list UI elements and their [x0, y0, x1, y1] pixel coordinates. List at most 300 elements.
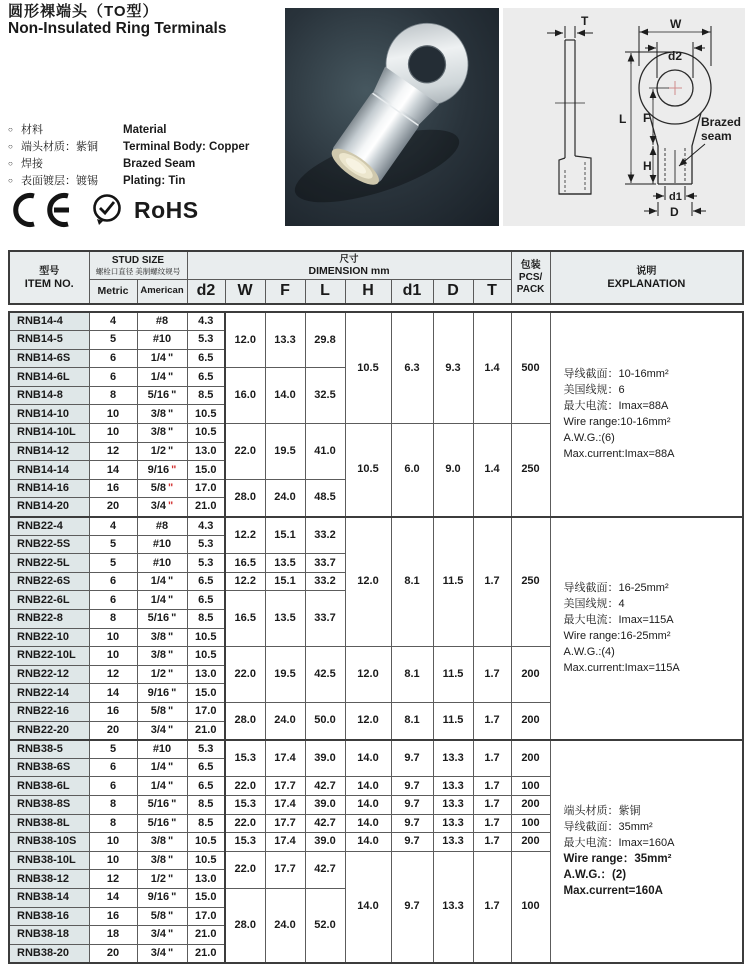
col-header-explanation: 说明 EXPLANATION — [550, 251, 743, 304]
item-no-cell: RNB22-4 — [9, 517, 89, 536]
item-no-cell: RNB38-18 — [9, 926, 89, 945]
spec-cell: 16.0 — [225, 368, 265, 424]
spec-cell: 10 — [89, 833, 137, 852]
item-no-cell: RNB22-6L — [9, 591, 89, 610]
spec-cell: 21.0 — [187, 498, 225, 517]
spec-cell: 100 — [511, 851, 550, 963]
spec-cell: 200 — [511, 833, 550, 852]
inch-mark: " — [168, 761, 174, 774]
spec-cell: 3/8 " — [137, 405, 187, 424]
spec-cell: 22.0 — [225, 424, 265, 480]
spec-cell: 14 — [89, 888, 137, 907]
inch-mark: " — [168, 444, 174, 457]
spec-cell: 6 — [89, 591, 137, 610]
explanation-line: Max.current=160A — [563, 885, 663, 898]
dim-label-l: L — [619, 112, 627, 126]
explanation-line: A.W.G.:(4) — [563, 646, 615, 659]
spec-cell: 11.5 — [433, 647, 473, 703]
spec-cell: 6.5 — [187, 777, 225, 796]
spec-cell: 8.5 — [187, 386, 225, 405]
explanation-line: 导线截面：16-25mm² — [563, 582, 669, 595]
item-no-cell: RNB14-10L — [9, 424, 89, 443]
bullet-icon: ○ — [8, 159, 13, 168]
spec-cell: 12.2 — [225, 517, 265, 554]
item-no-cell: RNB14-12 — [9, 442, 89, 461]
spec-cell: 16.5 — [225, 554, 265, 573]
spec-cell: 6 — [89, 777, 137, 796]
spec-cell: 250 — [511, 424, 550, 517]
spec-cell: 8.1 — [391, 517, 433, 647]
dimension-drawing — [503, 8, 745, 226]
spec-cell: 50.0 — [305, 702, 345, 739]
dim-label-t: T — [581, 14, 589, 28]
spec-cell: 1/4 " — [137, 777, 187, 796]
explanation-cell — [550, 517, 743, 740]
spec-cell: 13.0 — [187, 870, 225, 889]
material-cn: 焊接 — [21, 158, 43, 170]
spec-cell: 9.7 — [391, 777, 433, 796]
spec-cell: 9.7 — [391, 795, 433, 814]
item-no-cell: RNB22-5L — [9, 554, 89, 573]
spec-cell: 8 — [89, 814, 137, 833]
explanation-line: 导线截面：35mm² — [563, 821, 653, 834]
spec-cell: 5 — [89, 331, 137, 350]
spec-cell: 19.5 — [265, 424, 305, 480]
item-no-cell: RNB22-8 — [9, 610, 89, 629]
spec-cell: 17.0 — [187, 479, 225, 498]
explanation-line: A.W.G.：(2) — [563, 869, 627, 882]
inch-mark: " — [168, 593, 174, 606]
item-no-cell: RNB22-20 — [9, 721, 89, 740]
explanation-line: 最大电流：Imax=88A — [563, 400, 669, 413]
spec-cell: 500 — [511, 312, 550, 424]
spec-cell: 4 — [89, 517, 137, 536]
col-header-w: W — [225, 279, 265, 304]
explanation-cell — [550, 312, 743, 517]
spec-cell: 11.5 — [433, 702, 473, 739]
col-header-dimension: 尺寸 DIMENSION mm — [187, 251, 511, 279]
spec-cell: 14.0 — [265, 368, 305, 424]
spec-cell: 24.0 — [265, 479, 305, 516]
spec-cell: 3/8 " — [137, 851, 187, 870]
inch-mark: " — [171, 686, 177, 699]
spec-cell: 5/8 " — [137, 702, 187, 721]
spec-cell: 12.0 — [345, 517, 391, 647]
inch-mark: " — [168, 426, 174, 439]
spec-cell: 21.0 — [187, 944, 225, 963]
spec-cell: 6.0 — [391, 424, 433, 517]
spec-cell: 15.3 — [225, 740, 265, 777]
spec-cell: 4 — [89, 312, 137, 331]
spec-cell: 6.5 — [187, 591, 225, 610]
inch-mark: " — [168, 779, 174, 792]
spec-cell: 6 — [89, 758, 137, 777]
spec-cell: 42.5 — [305, 647, 345, 703]
spec-cell: 6.5 — [187, 758, 225, 777]
col-header-d2: d2 — [187, 279, 225, 304]
spec-cell: 200 — [511, 647, 550, 703]
spec-cell: 22.0 — [225, 777, 265, 796]
material-en: Plating: Tin — [123, 175, 186, 187]
spec-cell: 39.0 — [305, 740, 345, 777]
spec-cell: 5 — [89, 740, 137, 759]
inch-mark: " — [168, 946, 174, 959]
dim-label-d1: d1 — [669, 191, 682, 203]
page-title — [8, 3, 226, 37]
spec-table — [8, 311, 744, 964]
item-no-cell: RNB38-14 — [9, 888, 89, 907]
spec-cell: 22.0 — [225, 814, 265, 833]
material-en: Terminal Body: Copper — [123, 141, 250, 153]
item-no-cell: RNB38-12 — [9, 870, 89, 889]
bullet-icon: ○ — [8, 142, 13, 151]
explanation-line: 美国线规：4 — [563, 598, 625, 611]
material-row — [8, 121, 283, 138]
col-header-d: D — [433, 279, 473, 304]
inch-mark: " — [168, 668, 174, 681]
spec-cell: 9.7 — [391, 851, 433, 963]
material-cn: 端头材质：紫铜 — [21, 141, 98, 153]
spec-cell: 33.7 — [305, 554, 345, 573]
dim-label-h: H — [643, 159, 652, 173]
item-no-cell: RNB38-10L — [9, 851, 89, 870]
spec-cell: 100 — [511, 777, 550, 796]
spec-cell: 10.5 — [187, 851, 225, 870]
explanation-cell — [550, 740, 743, 963]
spec-cell: 17.0 — [187, 702, 225, 721]
item-no-cell: RNB38-20 — [9, 944, 89, 963]
spec-cell: #10 — [137, 554, 187, 573]
spec-cell: 3/4 " — [137, 926, 187, 945]
material-list — [8, 121, 283, 189]
spec-cell: 33.7 — [305, 591, 345, 647]
spec-cell: 13.5 — [265, 554, 305, 573]
spec-cell: 13.3 — [433, 851, 473, 963]
explanation-line: Wire range:10-16mm² — [563, 416, 671, 429]
item-no-cell: RNB14-5 — [9, 331, 89, 350]
spec-cell: 24.0 — [265, 888, 305, 962]
spec-cell: 14 — [89, 684, 137, 703]
spec-cell: 13.0 — [187, 442, 225, 461]
spec-cell: 28.0 — [225, 888, 265, 962]
material-en: Material — [123, 124, 167, 136]
spec-cell: 12.2 — [225, 572, 265, 591]
spec-cell: 3/8 " — [137, 647, 187, 666]
spec-cell: 5 — [89, 554, 137, 573]
table-row — [9, 740, 743, 759]
spec-cell: 28.0 — [225, 702, 265, 739]
spec-cell: 3/4 " — [137, 721, 187, 740]
page-title-cn: 圆形裸端头（TO型） — [8, 3, 159, 20]
product-photo — [285, 8, 499, 226]
spec-cell: 12.0 — [225, 312, 265, 368]
spec-cell: 33.2 — [305, 572, 345, 591]
spec-cell: 16 — [89, 907, 137, 926]
spec-cell: 8.1 — [391, 647, 433, 703]
item-no-cell: RNB22-16 — [9, 702, 89, 721]
spec-cell: 9.0 — [433, 424, 473, 517]
col-header-h: H — [345, 279, 391, 304]
spec-cell: 41.0 — [305, 424, 345, 480]
spec-table-header — [8, 250, 744, 305]
spec-cell: 39.0 — [305, 795, 345, 814]
spec-cell: 20 — [89, 944, 137, 963]
spec-cell: 1/4 " — [137, 572, 187, 591]
col-header-l: L — [305, 279, 345, 304]
col-header-american: American — [137, 279, 187, 304]
explanation-line: 最大电流：Imax=160A — [563, 837, 675, 850]
col-header-t: T — [473, 279, 511, 304]
item-no-cell: RNB38-6L — [9, 777, 89, 796]
spec-cell: 15.3 — [225, 833, 265, 852]
spec-cell: 48.5 — [305, 479, 345, 516]
item-no-cell: RNB38-6S — [9, 758, 89, 777]
spec-cell: 17.4 — [265, 740, 305, 777]
spec-cell: 200 — [511, 740, 550, 777]
inch-mark: " — [171, 463, 177, 476]
spec-cell: 10.5 — [345, 424, 391, 517]
spec-cell: 29.8 — [305, 312, 345, 368]
spec-cell: 10 — [89, 851, 137, 870]
spec-cell: 1.7 — [473, 740, 511, 777]
spec-cell: 8.5 — [187, 814, 225, 833]
spec-cell: 9/16 " — [137, 684, 187, 703]
spec-cell: 9.7 — [391, 740, 433, 777]
spec-cell: 13.3 — [433, 833, 473, 852]
rohs-label: RoHS — [134, 196, 199, 223]
spec-cell: 8 — [89, 386, 137, 405]
dim-label-d: D — [670, 205, 679, 219]
spec-cell: 1.7 — [473, 777, 511, 796]
spec-cell: 22.0 — [225, 851, 265, 888]
spec-cell: 13.3 — [433, 740, 473, 777]
item-no-cell: RNB14-10 — [9, 405, 89, 424]
inch-mark: " — [168, 705, 174, 718]
spec-cell: 1.4 — [473, 312, 511, 424]
explanation-line: 最大电流：Imax=115A — [563, 614, 674, 627]
inch-mark: " — [168, 500, 174, 513]
spec-cell: 8 — [89, 795, 137, 814]
spec-cell: #10 — [137, 331, 187, 350]
spec-cell: 1/4 " — [137, 758, 187, 777]
inch-mark: " — [168, 370, 174, 383]
spec-cell: 16.5 — [225, 591, 265, 647]
spec-cell: 12 — [89, 870, 137, 889]
item-no-cell: RNB38-8S — [9, 795, 89, 814]
spec-cell: 12 — [89, 665, 137, 684]
inch-mark: " — [171, 798, 177, 811]
spec-cell: 17.4 — [265, 795, 305, 814]
inch-mark: " — [168, 575, 174, 588]
spec-cell: 9/16 " — [137, 888, 187, 907]
cert-circle-icon — [89, 192, 125, 228]
spec-cell: 15.1 — [265, 517, 305, 554]
spec-cell: 1.7 — [473, 814, 511, 833]
spec-cell: 5.3 — [187, 740, 225, 759]
item-no-cell: RNB14-14 — [9, 461, 89, 480]
spec-cell: #8 — [137, 517, 187, 536]
col-header-metric: Metric — [89, 279, 137, 304]
spec-cell: 3/4 " — [137, 498, 187, 517]
inch-mark: " — [168, 835, 174, 848]
spec-cell: 13.5 — [265, 591, 305, 647]
spec-cell: 9.7 — [391, 833, 433, 852]
spec-cell: 3/8 " — [137, 628, 187, 647]
spec-cell: 4.3 — [187, 517, 225, 536]
spec-cell: 6.5 — [187, 349, 225, 368]
item-no-cell: RNB14-16 — [9, 479, 89, 498]
item-no-cell: RNB22-14 — [9, 684, 89, 703]
item-no-cell: RNB22-6S — [9, 572, 89, 591]
spec-cell: 13.3 — [433, 814, 473, 833]
spec-cell: 10.5 — [187, 628, 225, 647]
spec-cell: 1.4 — [473, 424, 511, 517]
spec-cell: 13.3 — [433, 795, 473, 814]
certification-marks — [8, 191, 199, 229]
item-no-cell: RNB22-12 — [9, 665, 89, 684]
inch-mark: " — [168, 723, 174, 736]
item-no-cell: RNB22-10 — [9, 628, 89, 647]
spec-cell: 5.3 — [187, 554, 225, 573]
item-no-cell: RNB38-16 — [9, 907, 89, 926]
material-row — [8, 155, 283, 172]
item-no-cell: RNB22-10L — [9, 647, 89, 666]
spec-cell: 5/16 " — [137, 386, 187, 405]
col-header-stud-size: STUD SIZE 螺栓口直径 美制螺纹规号 — [89, 251, 187, 279]
material-cn: 材料 — [21, 124, 43, 136]
spec-cell: 14 — [89, 461, 137, 480]
spec-cell: 18 — [89, 926, 137, 945]
inch-mark: " — [168, 649, 174, 662]
spec-cell: 28.0 — [225, 479, 265, 516]
spec-cell: 3/8 " — [137, 833, 187, 852]
page-title-en: Non-Insulated Ring Terminals — [8, 20, 227, 37]
spec-cell: 5/16 " — [137, 795, 187, 814]
explanation-line: 端头材质：紫铜 — [563, 805, 641, 818]
item-no-cell: RNB38-5 — [9, 740, 89, 759]
spec-cell: 1.7 — [473, 851, 511, 963]
spec-cell: 5/8 " — [137, 479, 187, 498]
explanation-line: 美国线规：6 — [563, 384, 625, 397]
spec-cell: 1.7 — [473, 795, 511, 814]
inch-mark: " — [168, 482, 174, 495]
spec-cell: 16 — [89, 479, 137, 498]
spec-cell: 8 — [89, 610, 137, 629]
spec-cell: 8.1 — [391, 702, 433, 739]
spec-cell: 200 — [511, 702, 550, 739]
spec-cell: 1/2 " — [137, 665, 187, 684]
spec-cell: 17.7 — [265, 851, 305, 888]
spec-cell: 17.4 — [265, 833, 305, 852]
spec-cell: 10 — [89, 628, 137, 647]
spec-cell: 39.0 — [305, 833, 345, 852]
spec-cell: 10.5 — [187, 405, 225, 424]
dim-label-d2: d2 — [668, 49, 683, 63]
spec-cell: 10 — [89, 424, 137, 443]
material-cn: 表面镀层：镀锡 — [21, 175, 98, 187]
inch-mark: " — [168, 351, 174, 364]
item-no-cell: RNB14-4 — [9, 312, 89, 331]
explanation-line: 导线截面：10-16mm² — [563, 368, 669, 381]
explanation-line: Wire range:16-25mm² — [563, 630, 671, 643]
spec-cell: 14.0 — [345, 851, 391, 963]
spec-cell: 8.5 — [187, 610, 225, 629]
spec-cell: 33.2 — [305, 517, 345, 554]
spec-cell: 16 — [89, 702, 137, 721]
spec-cell: 5/16 " — [137, 814, 187, 833]
spec-cell: 20 — [89, 498, 137, 517]
inch-mark: " — [168, 854, 174, 867]
spec-cell: 6.3 — [391, 312, 433, 424]
spec-cell: 14.0 — [345, 814, 391, 833]
spec-cell: 52.0 — [305, 888, 345, 962]
col-header-f: F — [265, 279, 305, 304]
spec-cell: 9/16 " — [137, 461, 187, 480]
spec-cell: 22.0 — [225, 647, 265, 703]
spec-cell: 11.5 — [433, 517, 473, 647]
item-no-cell: RNB38-10S — [9, 833, 89, 852]
spec-cell: 14.0 — [345, 795, 391, 814]
brazed-seam-label: seam — [701, 129, 732, 143]
spec-cell: 5.3 — [187, 331, 225, 350]
spec-cell: 14.0 — [345, 740, 391, 777]
explanation-line: Max.current:Imax=88A — [563, 448, 675, 461]
inch-mark: " — [171, 816, 177, 829]
spec-cell: 6 — [89, 349, 137, 368]
ce-mark-icon — [8, 192, 80, 228]
spec-cell: 250 — [511, 517, 550, 647]
spec-cell: 24.0 — [265, 702, 305, 739]
col-header-item: 型号 ITEM NO. — [9, 251, 89, 304]
explanation-line: Max.current:Imax=115A — [563, 662, 680, 675]
spec-cell: 17.7 — [265, 814, 305, 833]
spec-cell: 3/8 " — [137, 424, 187, 443]
spec-cell: #10 — [137, 740, 187, 759]
spec-cell: 10.5 — [187, 833, 225, 852]
inch-mark: " — [168, 630, 174, 643]
spec-cell: 5/8 " — [137, 907, 187, 926]
spec-cell: 42.7 — [305, 814, 345, 833]
spec-cell: 12.0 — [345, 702, 391, 739]
spec-cell: 3/4 " — [137, 944, 187, 963]
spec-cell: 6.5 — [187, 572, 225, 591]
col-header-d1: d1 — [391, 279, 433, 304]
spec-cell: 5/16 " — [137, 610, 187, 629]
spec-cell: 14.0 — [345, 833, 391, 852]
spec-cell: 15.3 — [225, 795, 265, 814]
material-row — [8, 138, 283, 155]
spec-cell: #10 — [137, 535, 187, 554]
spec-cell: 8.5 — [187, 795, 225, 814]
spec-cell: 6.5 — [187, 368, 225, 387]
spec-cell: 1.7 — [473, 647, 511, 703]
spec-cell: 10 — [89, 405, 137, 424]
spec-cell: 10.5 — [187, 424, 225, 443]
material-en: Brazed Seam — [123, 158, 196, 170]
spec-cell: 1/4 " — [137, 591, 187, 610]
inch-mark: " — [168, 872, 174, 885]
spec-cell: 21.0 — [187, 721, 225, 740]
spec-cell: 13.0 — [187, 665, 225, 684]
spec-cell: 5.3 — [187, 535, 225, 554]
spec-cell: 6 — [89, 368, 137, 387]
spec-cell: 12.0 — [345, 647, 391, 703]
spec-cell: 1/4 " — [137, 349, 187, 368]
spec-cell: 42.7 — [305, 777, 345, 796]
spec-cell: 5 — [89, 535, 137, 554]
spec-cell: 100 — [511, 814, 550, 833]
inch-mark: " — [171, 389, 177, 402]
